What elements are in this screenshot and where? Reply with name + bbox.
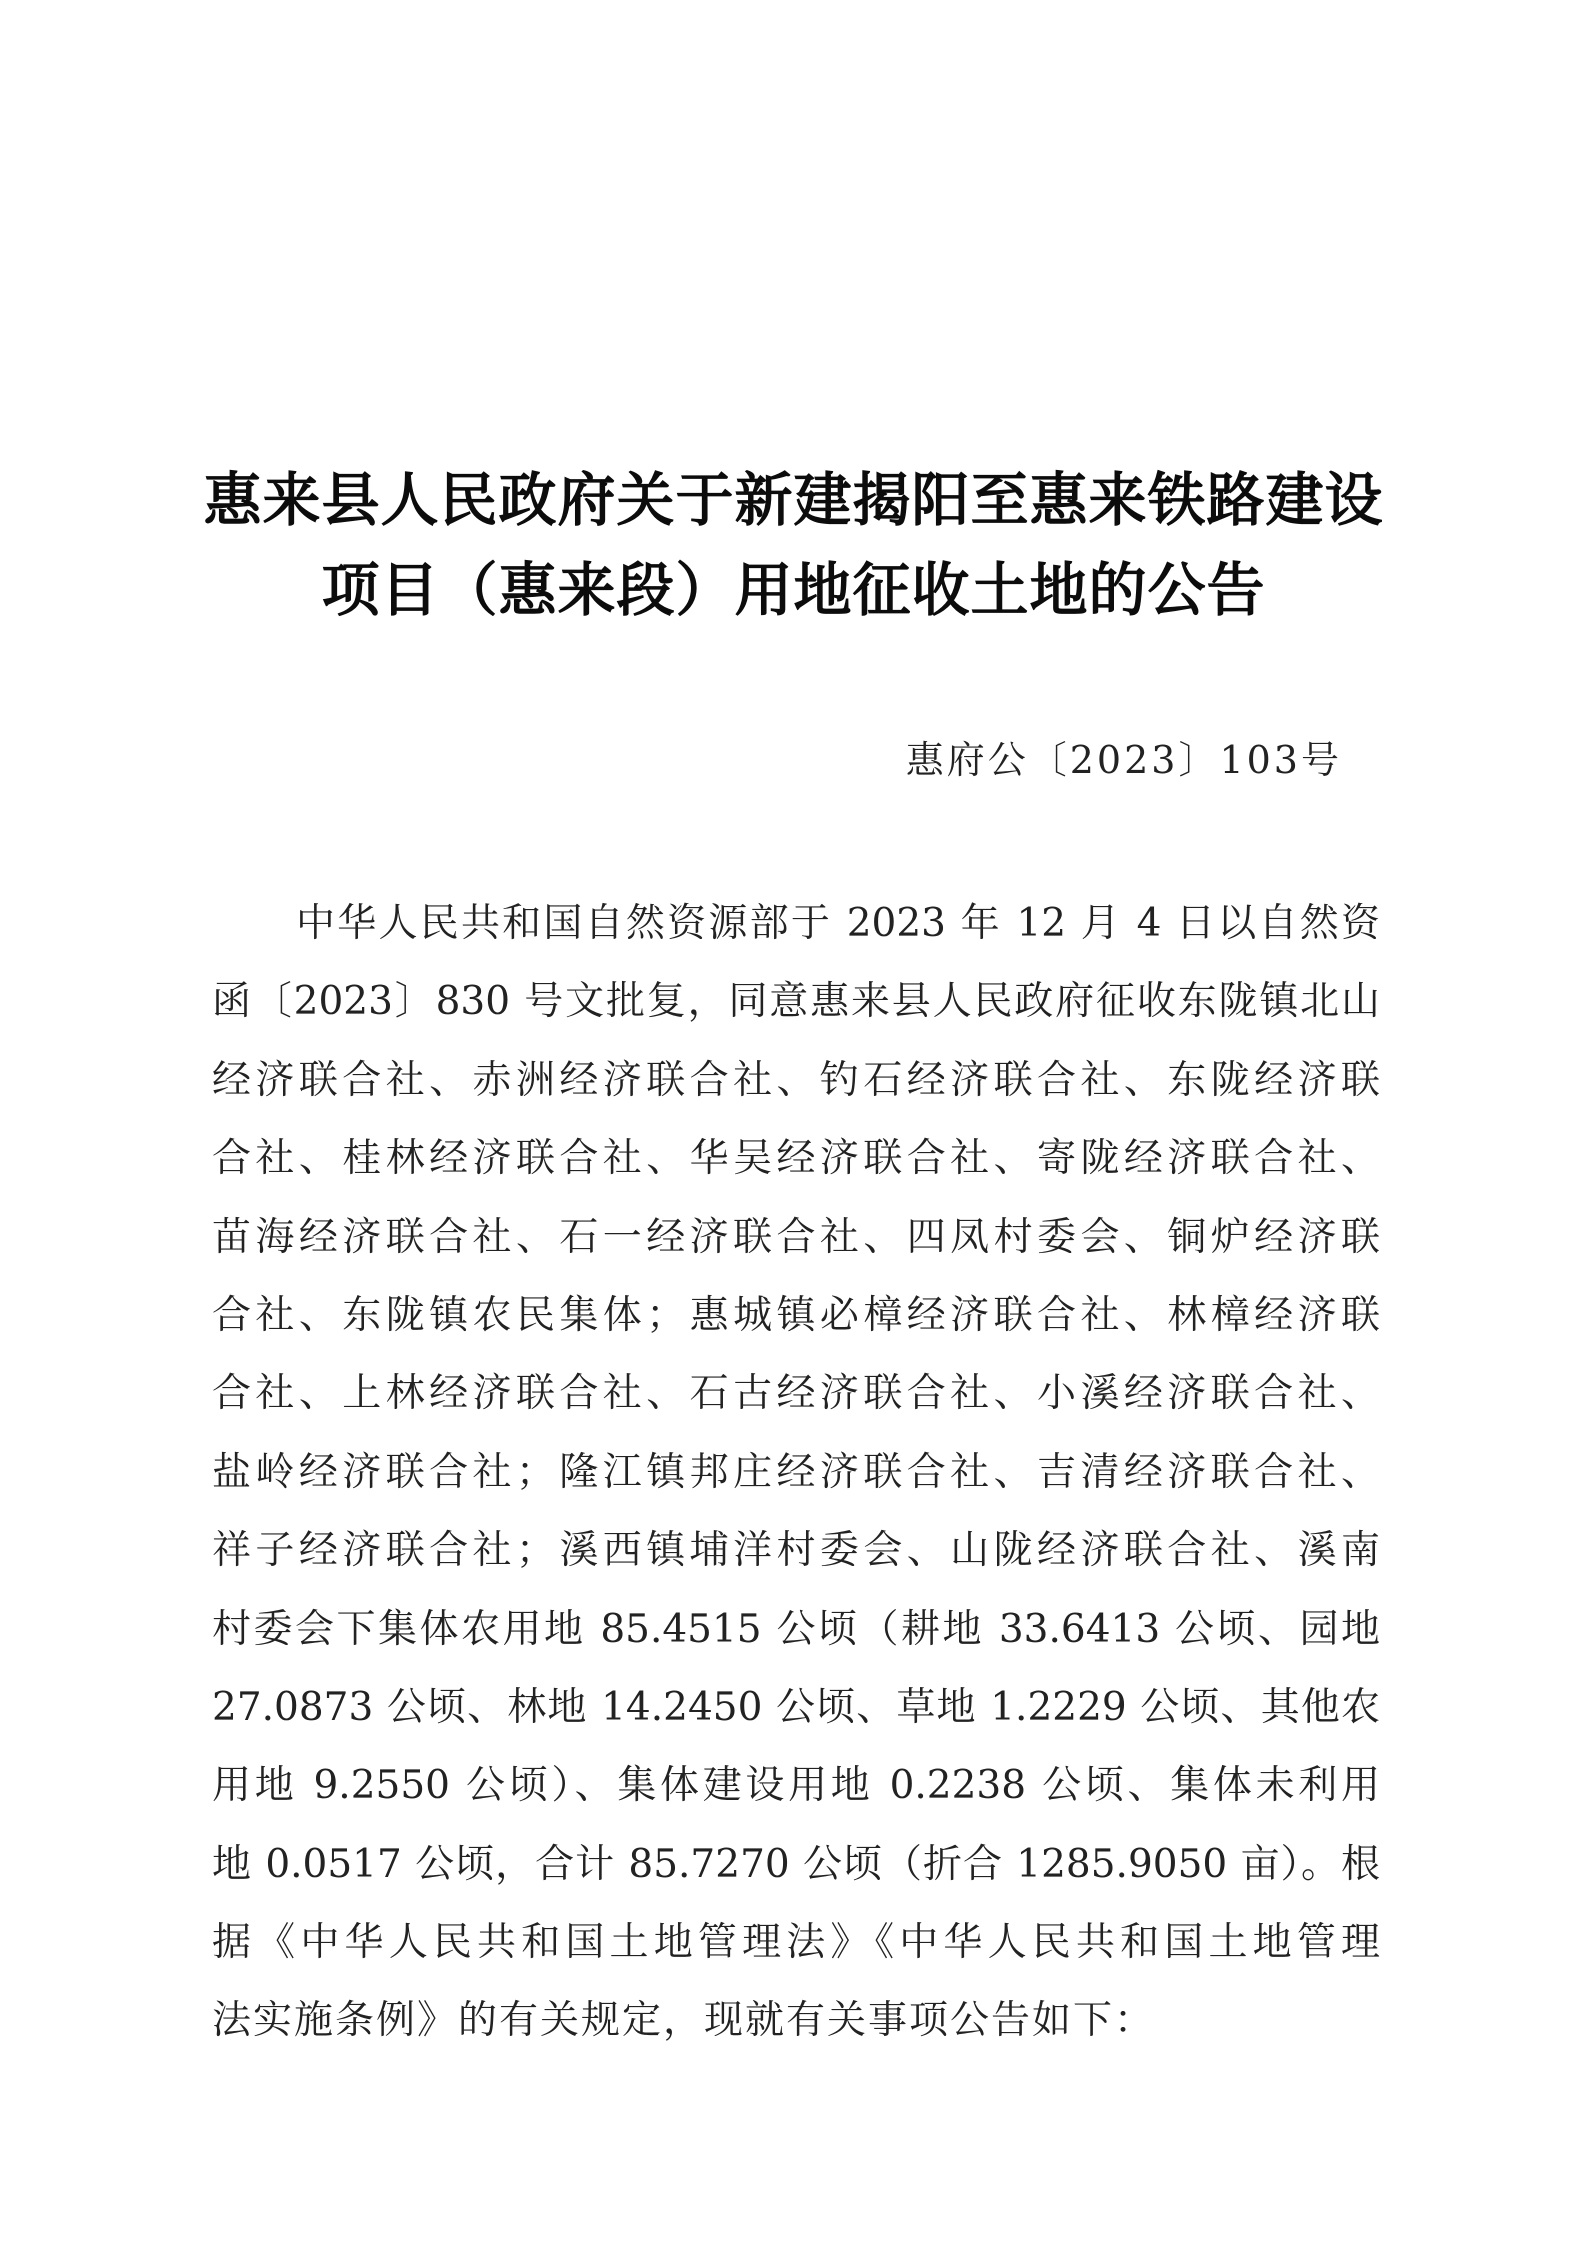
paragraph-line: 祥子经济联合社；溪西镇埔洋村委会、山陇经济联合社、溪南 bbox=[212, 1528, 1380, 1574]
paragraph-line: 用地 9.2550 公顷）、集体建设用地 0.2238 公顷、集体未利用 bbox=[212, 1763, 1380, 1809]
page-title bbox=[180, 455, 1407, 635]
paragraph-line: 苗海经济联合社、石一经济联合社、四凤村委会、铜炉经济联 bbox=[212, 1214, 1380, 1260]
paragraph-line: 据《中华人民共和国土地管理法》《中华人民共和国土地管理 bbox=[212, 1920, 1380, 1966]
paragraph-line: 盐岭经济联合社；隆江镇邦庄经济联合社、吉清经济联合社、 bbox=[212, 1449, 1380, 1495]
paragraph-line: 地 0.0517 公顷，合计 85.7270 公顷（折合 1285.9050 亩）。根 bbox=[212, 1841, 1380, 1887]
paragraph-line: 合社、上林经济联合社、石古经济联合社、小溪经济联合社、 bbox=[212, 1371, 1380, 1417]
title-line-2: 项目（惠来段）用地征收土地的公告 bbox=[321, 556, 1266, 624]
paragraph-line: 经济联合社、赤洲经济联合社、钓石经济联合社、东陇经济联 bbox=[212, 1057, 1380, 1103]
paragraph-line: 函〔2023〕830 号文批复，同意惠来县人民政府征收东陇镇北山 bbox=[212, 979, 1380, 1025]
paragraph-line: 合社、桂林经济联合社、华吴经济联合社、寄陇经济联合社、 bbox=[212, 1136, 1380, 1182]
paragraph-line: 合社、东陇镇农民集体；惠城镇必樟经济联合社、林樟经济联 bbox=[212, 1292, 1380, 1338]
body-paragraph bbox=[212, 885, 1380, 2061]
title-line-1: 惠来县人民政府关于新建揭阳至惠来铁路建设 bbox=[203, 466, 1384, 534]
paragraph-line: 27.0873 公顷、林地 14.2450 公顷、草地 1.2229 公顷、其他农 bbox=[212, 1684, 1380, 1730]
paragraph-line: 村委会下集体农用地 85.4515 公顷（耕地 33.6413 公顷、园地 bbox=[212, 1606, 1380, 1652]
document-number: 惠府公〔2023〕103号 bbox=[905, 738, 1342, 782]
paragraph-line: 中华人民共和国自然资源部于 2023 年 12 月 4 日以自然资 bbox=[296, 901, 1380, 946]
paragraph-line: 法实施条例》的有关规定，现就有关事项公告如下： bbox=[212, 1998, 1156, 2044]
